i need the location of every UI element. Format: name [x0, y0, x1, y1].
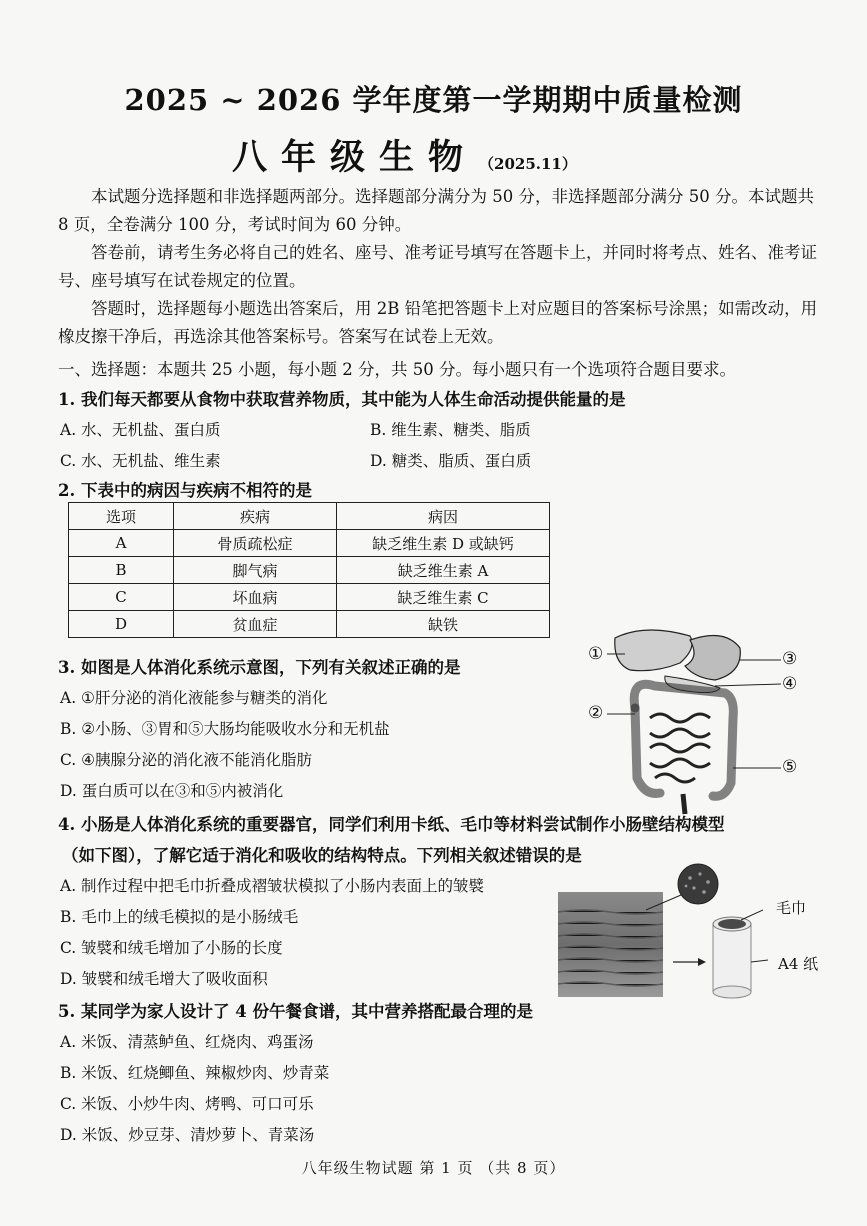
q4-stem-line1: 4. 小肠是人体消化系统的重要器官，同学们利用卡纸、毛巾等材料尝试制作小肠壁结构模型: [58, 815, 725, 834]
q3-option-a: A. ①肝分泌的消化液能参与糖类的消化: [60, 689, 328, 707]
label-small-intestine-2: ②: [588, 703, 604, 723]
subject-title: [232, 130, 577, 180]
label-towel: 毛巾: [776, 899, 807, 917]
table-row: [69, 611, 550, 638]
table-row: [69, 530, 550, 557]
instruction-3: 答题时，选择题每小题选出答案后，用 2B 铅笔把答题卡上对应题目的答案标号涂黑；如需改动，用橡皮擦干净后，再选涂其他答案标号。答案写在试卷上无效。: [58, 299, 818, 346]
q1-option-c: C. 水、无机盐、维生素: [60, 452, 221, 470]
table-cell: 缺乏维生素 C: [337, 584, 550, 611]
instruction-2: 答卷前，请考生务必将自己的姓名、座号、准考证号填写在答题卡上，并同时将考点、姓名、准考证号、座号填写在试卷规定的位置。: [58, 243, 817, 290]
q1-stem: 1. 我们每天都要从食物中获取营养物质，其中能为人体生命活动提供能量的是: [58, 390, 626, 409]
q1-option-b: B. 维生素、糖类、脂质: [370, 421, 531, 439]
q1-option-d: D. 糖类、脂质、蛋白质: [370, 452, 532, 470]
q1-option-a: A. 水、无机盐、蛋白质: [60, 421, 221, 439]
q3-stem: 3. 如图是人体消化系统示意图，下列有关叙述正确的是: [58, 658, 461, 677]
table-cell: 缺乏维生素 D 或缺钙: [337, 530, 550, 557]
label-pancreas-4: ④: [782, 674, 798, 694]
exam-date: （2025.11）: [479, 155, 577, 173]
q2-table: [68, 502, 550, 638]
table-row: [69, 584, 550, 611]
q4-stem-line2: （如下图），了解它适于消化和吸收的结构特点。下列相关叙述错误的是: [62, 846, 582, 865]
q5-option-b: B. 米饭、红烧鲫鱼、辣椒炒肉、炒青菜: [60, 1064, 330, 1082]
q3-option-c: C. ④胰腺分泌的消化液不能消化脂肪: [60, 751, 313, 769]
intestine-wall-model-figure: [558, 862, 768, 1002]
table-header: 疾病: [174, 503, 337, 530]
subject-name: 八年级生物: [232, 137, 478, 178]
q4-option-d: D. 皱襞和绒毛增大了吸收面积: [60, 970, 268, 988]
table-cell: A: [69, 530, 174, 557]
page-footer: 八年级生物试题 第 1 页 （共 8 页）: [301, 1159, 566, 1177]
q5-option-a: A. 米饭、清蒸鲈鱼、红烧肉、鸡蛋汤: [60, 1033, 314, 1051]
label-liver-1: ①: [588, 644, 604, 664]
table-header: 病因: [337, 503, 550, 530]
instruction-1: 本试题分选择题和非选择题两部分。选择题部分满分为 50 分，非选择题部分满分 50 分。本试题共 8 页，全卷满分 100 分，考试时间为 60 分钟。: [58, 187, 814, 234]
section-title: 一、选择题：本题共 25 小题，每小题 2 分，共 50 分。每小题只有一个选项符合题目要求。: [58, 360, 736, 379]
q3-option-d: D. 蛋白质可以在③和⑤内被消化: [60, 782, 284, 800]
table-cell: B: [69, 557, 174, 584]
table-cell: 骨质疏松症: [174, 530, 337, 557]
table-cell: C: [69, 584, 174, 611]
table-cell: 坏血病: [174, 584, 337, 611]
label-a4-paper: A4 纸: [778, 955, 819, 973]
label-large-intestine-5: ⑤: [782, 757, 798, 777]
q4-option-b: B. 毛巾上的绒毛模拟的是小肠绒毛: [60, 908, 299, 926]
table-cell: D: [69, 611, 174, 638]
table-header: 选项: [69, 503, 174, 530]
q4-option-a: A. 制作过程中把毛巾折叠成褶皱状模拟了小肠内表面上的皱襞: [60, 877, 485, 895]
table-cell: 缺铁: [337, 611, 550, 638]
digestive-system-diagram: [585, 618, 815, 818]
q5-option-d: D. 米饭、炒豆芽、清炒萝卜、青菜汤: [60, 1126, 315, 1144]
table-header-row: [69, 503, 550, 530]
table-row: [69, 557, 550, 584]
label-stomach-3: ③: [782, 649, 798, 669]
table-cell: 贫血症: [174, 611, 337, 638]
q5-stem: 5. 某同学为家人设计了 4 份午餐食谱，其中营养搭配最合理的是: [58, 1002, 533, 1021]
exam-title: 2025 ~ 2026 学年度第一学期期中质量检测: [124, 83, 743, 117]
q4-option-c: C. 皱襞和绒毛增加了小肠的长度: [60, 939, 283, 957]
q2-stem: 2. 下表中的病因与疾病不相符的是: [58, 481, 312, 500]
q3-option-b: B. ②小肠、③胃和⑤大肠均能吸收水分和无机盐: [60, 720, 390, 738]
table-cell: 脚气病: [174, 557, 337, 584]
q5-option-c: C. 米饭、小炒牛肉、烤鸭、可口可乐: [60, 1095, 314, 1113]
table-cell: 缺乏维生素 A: [337, 557, 550, 584]
